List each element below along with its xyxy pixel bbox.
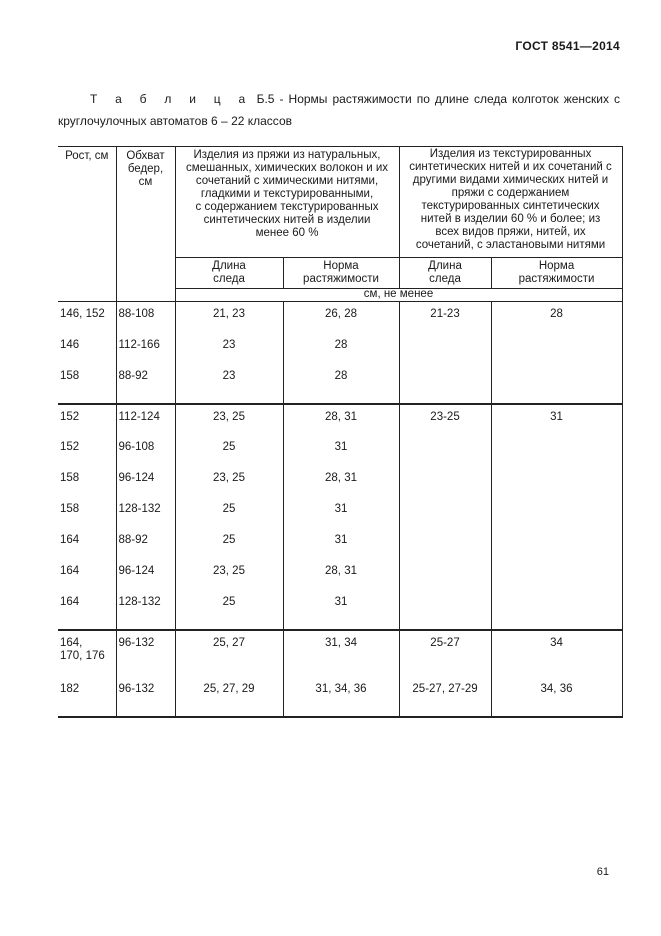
group1-line: синтетических нитей в изделии	[203, 214, 371, 226]
caption-label: Т а б л и ц а	[90, 92, 252, 106]
group2-line: всех видов пряжи, нитей, их	[435, 226, 586, 238]
group2-line: Изделия из текстурированных	[429, 148, 592, 160]
cell-g2-length: 21-23	[399, 302, 491, 333]
header-hip	[116, 147, 175, 302]
group2-line: синтетических нитей и их сочетаний с	[409, 161, 612, 173]
cell-g2-length	[399, 333, 491, 364]
table-row	[58, 528, 622, 559]
cell-hip: 96-108	[116, 435, 175, 466]
cell-hip: 128-132	[116, 497, 175, 528]
cell-hip: 112-166	[116, 333, 175, 364]
cell-g1-norm: 28	[283, 333, 399, 364]
sub-norm-2	[491, 258, 622, 289]
cell-height: 182	[58, 677, 116, 717]
cell-g2-norm	[491, 559, 622, 590]
group1-line: менее 60 %	[255, 227, 319, 239]
caption-text-2: круглочулочных автоматов 6 – 22 классов	[58, 114, 292, 128]
group1-line: с содержанием текстурированных	[195, 201, 379, 213]
group1-line: смешанных, химических волокон и их	[185, 162, 389, 174]
cell-g1-norm: 26, 28	[283, 302, 399, 333]
cell-height: 164, 170, 176	[58, 630, 116, 677]
cell-g1-norm: 31, 34, 36	[283, 677, 399, 717]
table-row	[58, 404, 622, 435]
stretch-norms-table	[58, 146, 623, 718]
cell-g1-length: 25	[175, 590, 283, 630]
cell-g1-length: 23	[175, 333, 283, 364]
header-group-2	[399, 147, 622, 258]
cell-g2-norm	[491, 590, 622, 630]
cell-hip: 96-132	[116, 630, 175, 677]
cell-g2-norm: 31	[491, 404, 622, 435]
cell-height: 146, 152	[58, 302, 116, 333]
cell-hip: 88-92	[116, 364, 175, 404]
cell-hip: 128-132	[116, 590, 175, 630]
cell-height: 158	[60, 502, 80, 515]
cell-height: 164	[60, 564, 80, 577]
cell-g1-length: 23, 25	[175, 466, 283, 497]
table-row	[58, 677, 622, 717]
table-head	[58, 147, 622, 302]
cell-g2-length: 25-27	[399, 630, 491, 677]
unit-row-text: см, не менее	[363, 288, 434, 300]
cell-g1-norm: 28, 31	[283, 559, 399, 590]
group2-line: нитей в изделии 60 % и более; из	[420, 213, 601, 225]
cell-g1-norm: 31	[283, 497, 399, 528]
table-row	[58, 559, 622, 590]
cell-g2-length	[399, 364, 491, 404]
cell-g2-norm: 34, 36	[491, 677, 622, 717]
cell-g1-length: 25, 27	[175, 630, 283, 677]
cell-g1-length: 25	[175, 435, 283, 466]
page-number: 61	[596, 866, 609, 878]
sub-length-2-l2: следа	[429, 273, 461, 285]
cell-height: 164	[58, 590, 116, 630]
group1-line: сочетаний с химическими нитями,	[195, 175, 379, 187]
cell-g2-length	[399, 497, 491, 528]
cell-g2-norm: 34	[491, 630, 622, 677]
cell-height: 152	[60, 440, 80, 453]
table-row	[58, 466, 622, 497]
unit-row	[175, 289, 622, 302]
table-row	[58, 630, 622, 677]
cell-height: 146	[60, 338, 80, 351]
cell-g1-length: 25	[175, 528, 283, 559]
group-2-text	[400, 147, 622, 252]
cell-g1-norm: 28, 31	[283, 404, 399, 435]
cell-height: 158	[60, 471, 80, 484]
cell-height: 158	[58, 364, 116, 404]
group1-line: Изделия из пряжи из натуральных,	[193, 149, 381, 161]
sub-length-2	[399, 258, 491, 289]
cell-g1-length: 23, 25	[175, 559, 283, 590]
sub-length-2-l1: Длина	[428, 260, 462, 272]
cell-hip: 96-132	[116, 677, 175, 717]
cell-g2-norm	[491, 528, 622, 559]
cell-hip: 88-108	[116, 302, 175, 333]
cell-g1-norm: 31	[283, 435, 399, 466]
header-group-1	[175, 147, 399, 258]
caption-line-1	[58, 88, 620, 110]
header-height	[58, 147, 116, 302]
sub-norm-1-l2: растяжимости	[303, 273, 379, 285]
group2-line: текстурированных синтетических	[421, 200, 600, 212]
cell-g2-norm	[491, 466, 622, 497]
cell-g1-norm: 31	[283, 528, 399, 559]
cell-g2-norm	[491, 435, 622, 466]
cell-g2-length	[399, 435, 491, 466]
sub-norm-1-l1: Норма	[323, 260, 359, 272]
cell-g1-norm: 28, 31	[283, 466, 399, 497]
table-row	[58, 497, 622, 528]
cell-g2-norm	[491, 364, 622, 404]
sub-length-1-l1: Длина	[212, 260, 246, 272]
cell-g2-norm	[491, 333, 622, 364]
sub-norm-1	[283, 258, 399, 289]
header-height-text: Рост, см	[65, 150, 109, 162]
cell-g1-length: 23, 25	[175, 404, 283, 435]
table-body	[58, 302, 622, 717]
header-hip-l2: бедер,	[127, 163, 164, 175]
table-caption	[58, 88, 620, 132]
table-row	[58, 302, 622, 333]
cell-g2-norm: 28	[491, 302, 622, 333]
sub-norm-2-l1: Норма	[538, 260, 575, 272]
group-1-text	[176, 147, 399, 240]
caption-text-1: Нормы растяжимости по длине следа колготок женских с	[288, 92, 621, 106]
cell-hip: 112-124	[116, 404, 175, 435]
cell-g1-length: 25, 27, 29	[175, 677, 283, 717]
cell-g2-length: 25-27, 27-29	[399, 677, 491, 717]
cell-height: 152	[58, 404, 116, 435]
cell-hip: 96-124	[116, 559, 175, 590]
group2-line: другими видами химических нитей и	[412, 174, 609, 186]
sub-length-1	[175, 258, 283, 289]
table-row	[58, 435, 622, 466]
cell-g1-length: 23	[175, 364, 283, 404]
cell-g1-norm: 31	[283, 590, 399, 630]
cell-g1-length: 25	[175, 497, 283, 528]
table-row	[58, 364, 622, 404]
caption-number: Б.5 -	[256, 92, 284, 106]
group2-line: сочетаний, с эластановыми нитями	[415, 239, 606, 251]
sub-length-1-l2: следа	[213, 273, 245, 285]
cell-g2-length	[399, 466, 491, 497]
cell-g1-norm: 31, 34	[283, 630, 399, 677]
cell-g2-length: 23-25	[399, 404, 491, 435]
cell-g2-norm	[491, 497, 622, 528]
group1-line: гладкими и текстурированными,	[200, 188, 374, 200]
cell-g2-length	[399, 528, 491, 559]
document-header: ГОСТ 8541—2014	[515, 39, 620, 53]
table-row	[58, 590, 622, 630]
group2-line: пряжи с содержанием	[451, 187, 570, 199]
cell-g1-length: 21, 23	[175, 302, 283, 333]
cell-height: 164	[60, 533, 80, 546]
table-row	[58, 333, 622, 364]
cell-hip: 96-124	[116, 466, 175, 497]
sub-norm-2-l2: растяжимости	[518, 273, 595, 285]
cell-g2-length	[399, 559, 491, 590]
cell-g1-norm: 28	[283, 364, 399, 404]
cell-g2-length	[399, 590, 491, 630]
header-hip-l1: Обхват	[126, 150, 165, 162]
cell-hip: 88-92	[116, 528, 175, 559]
header-hip-l3: см	[138, 176, 153, 188]
